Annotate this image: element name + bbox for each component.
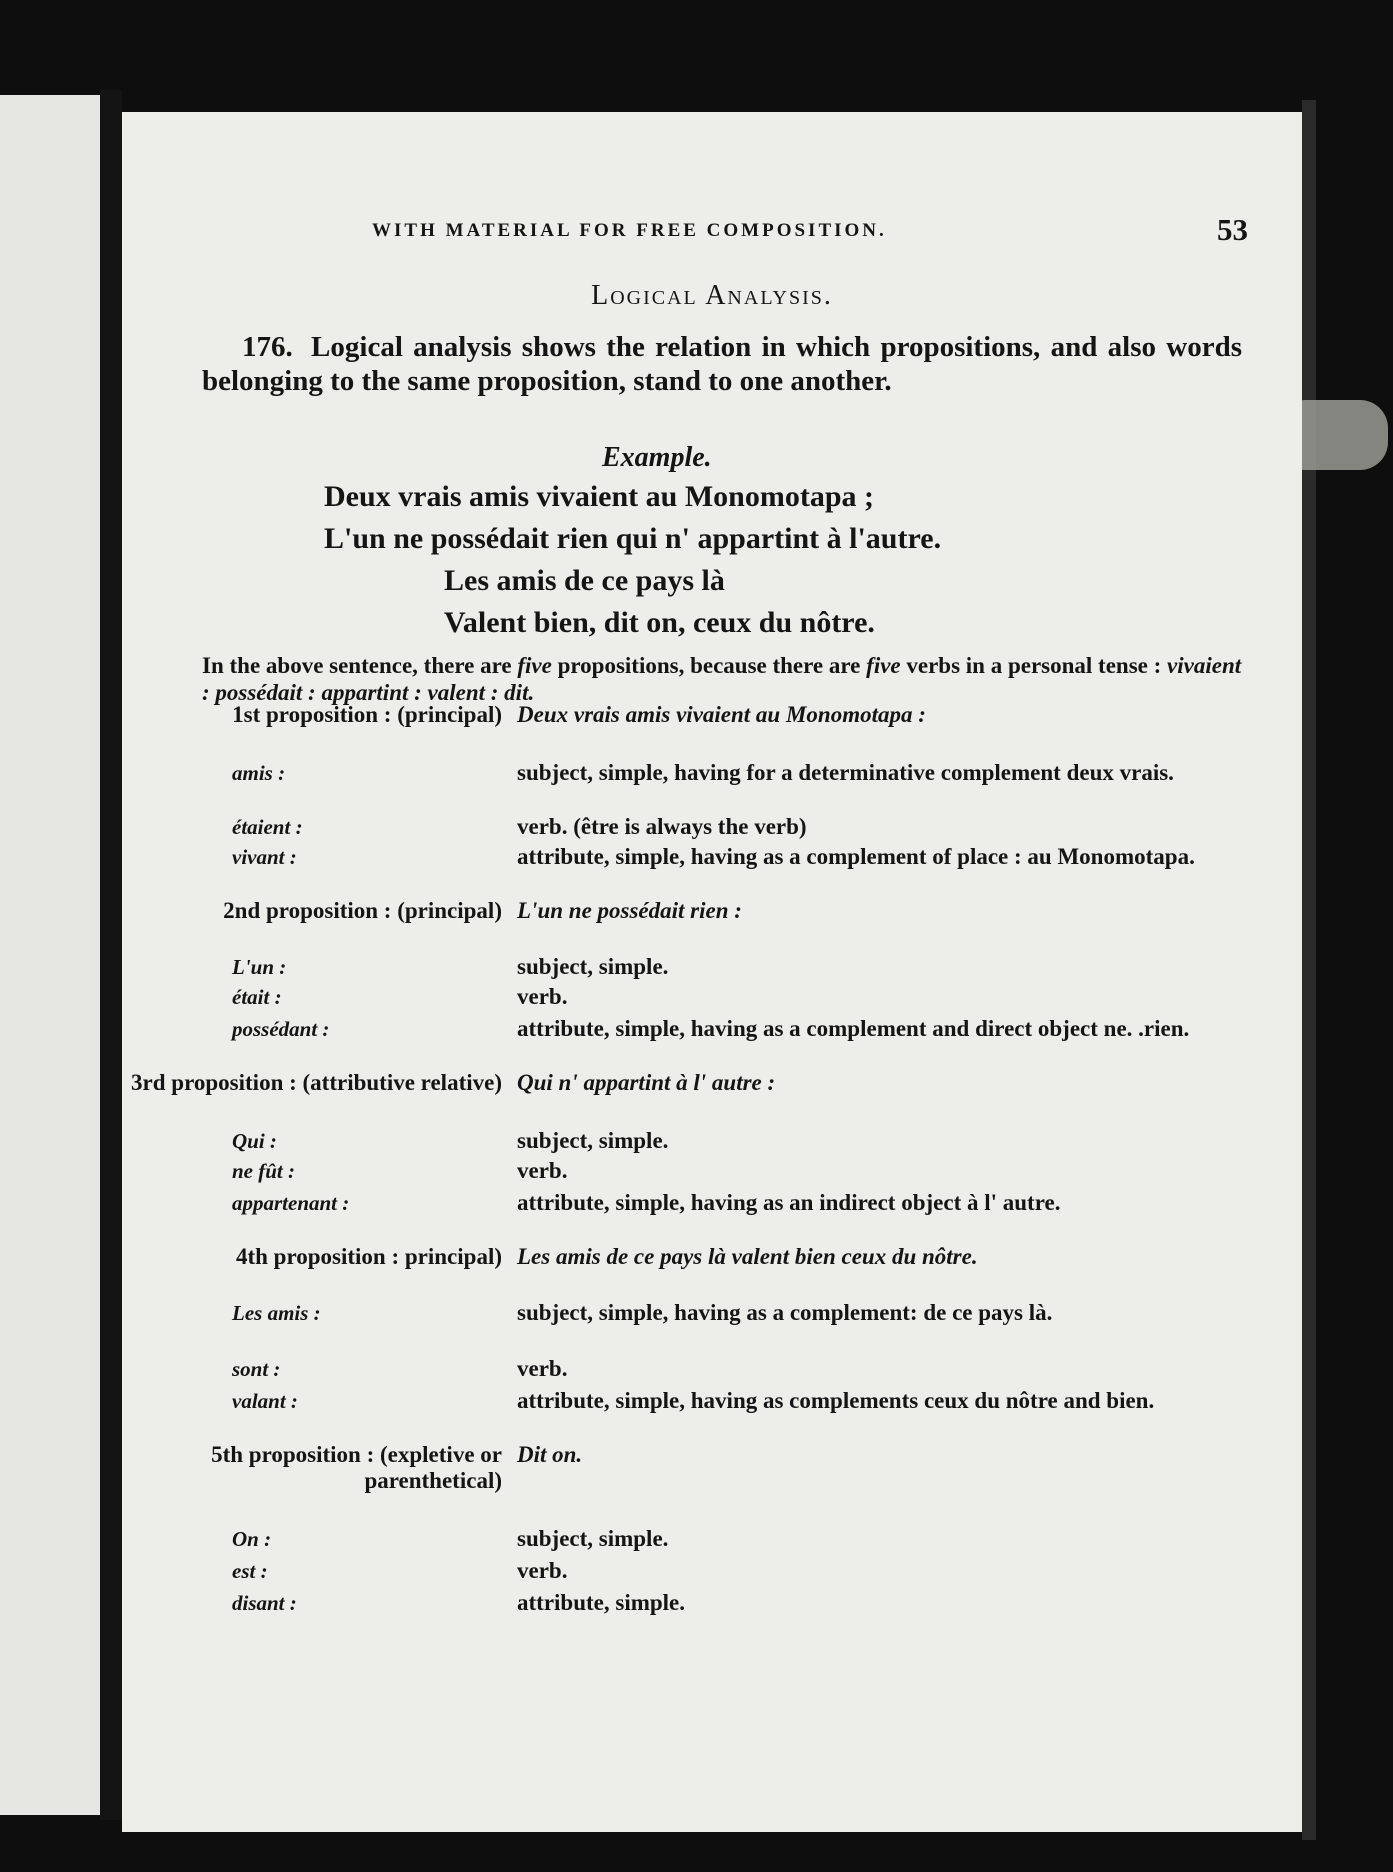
row-value: attribute, simple, having as an indirect object à l' autre.	[517, 1190, 1061, 1215]
row-value: verb.	[517, 1356, 568, 1381]
row-value: Qui n' appartint à l' autre :	[517, 1070, 776, 1095]
row-value: attribute, simple.	[517, 1590, 686, 1615]
row-label: On :	[232, 1527, 272, 1551]
row-value: verb.	[517, 1158, 568, 1183]
verse-line-4: Valent bien, dit on, ceux du nôtre.	[444, 606, 875, 639]
row-label: 2nd proposition : (principal)	[223, 898, 502, 923]
row-label: disant :	[232, 1591, 297, 1615]
section-heading: Logical Analysis.	[591, 280, 833, 311]
paragraph-176	[202, 330, 1242, 398]
row-label: Les amis :	[232, 1301, 321, 1325]
row-value: Les amis de ce pays là valent bien ceux du nôtre.	[517, 1244, 978, 1269]
left-page-edge	[0, 95, 104, 1815]
row-value: L'un ne possédait rien :	[517, 898, 742, 923]
row-label: était :	[232, 985, 282, 1009]
book-spine	[100, 90, 122, 1820]
row-label: ne fût :	[232, 1159, 295, 1183]
row-label: 3rd proposition : (attributive relative)	[131, 1070, 502, 1095]
row-value: verb. (être is always the verb)	[517, 814, 807, 839]
intro-five-2: five	[866, 653, 901, 678]
row-label: valant :	[232, 1389, 298, 1413]
row-value: verb.	[517, 984, 568, 1009]
row-label: 5th proposition : (expletive or parenthetical)	[211, 1442, 502, 1493]
verse-line-1: Deux vrais amis vivaient au Monomotapa ;	[324, 480, 874, 513]
row-label: amis :	[232, 761, 286, 785]
paper-tab	[1298, 400, 1388, 470]
row-label: possédant :	[232, 1017, 330, 1041]
paragraph-number: 176.	[242, 331, 293, 363]
row-value: attribute, simple, having as complements ceux du nôtre and bien.	[517, 1388, 1155, 1413]
row-label: appartenant :	[232, 1191, 350, 1215]
row-label: 4th proposition : principal)	[235, 1244, 502, 1269]
verse-line-3: Les amis de ce pays là	[444, 564, 725, 597]
row-label: sont :	[232, 1357, 281, 1381]
intro-five-1: five	[517, 653, 552, 678]
running-title: WITH MATERIAL FOR FREE COMPOSITION.	[372, 220, 887, 241]
row-label: L'un :	[232, 955, 287, 979]
paragraph-text: Logical analysis shows the relation in which propositions, and also words belonging to the same proposition, stand to one another.	[202, 331, 1243, 397]
row-value: Dit on.	[517, 1442, 583, 1467]
intro-text-3: verbs in a personal tense :	[900, 653, 1168, 678]
row-value: subject, simple.	[517, 954, 669, 979]
intro-sentence	[202, 652, 1242, 706]
right-page-edge	[1302, 100, 1316, 1840]
row-label: Qui :	[232, 1129, 277, 1153]
intro-text-1: In the above sentence, there are	[202, 653, 518, 678]
page-number: 53	[1217, 212, 1248, 247]
example-label: Example.	[602, 442, 712, 473]
row-label: vivant :	[232, 845, 297, 869]
row-label: étaient :	[232, 815, 303, 839]
row-value: subject, simple, having as a complement: de ce pays là.	[517, 1300, 1053, 1325]
row-value: attribute, simple, having as a complement of place : au Monomotapa.	[517, 844, 1195, 869]
verse-line-2: L'un ne possédait rien qui n' appartint à l'autre.	[324, 522, 942, 555]
row-value: Deux vrais amis vivaient au Monomotapa :	[517, 702, 926, 727]
row-value: subject, simple.	[517, 1128, 669, 1153]
row-value: subject, simple, having for a determinative complement deux vrais.	[517, 760, 1174, 785]
row-value: verb.	[517, 1558, 568, 1583]
row-value: subject, simple.	[517, 1526, 669, 1551]
intro-text-2: propositions, because there are	[551, 653, 867, 678]
row-label: 1st proposition : (principal)	[232, 702, 502, 727]
row-label: est :	[232, 1559, 268, 1583]
book-page	[122, 112, 1302, 1832]
row-value: attribute, simple, having as a complement and direct object ne. .rien.	[517, 1016, 1190, 1041]
intro-verbs: vivaient : possédait : appartint : valent : dit.	[202, 653, 1242, 705]
